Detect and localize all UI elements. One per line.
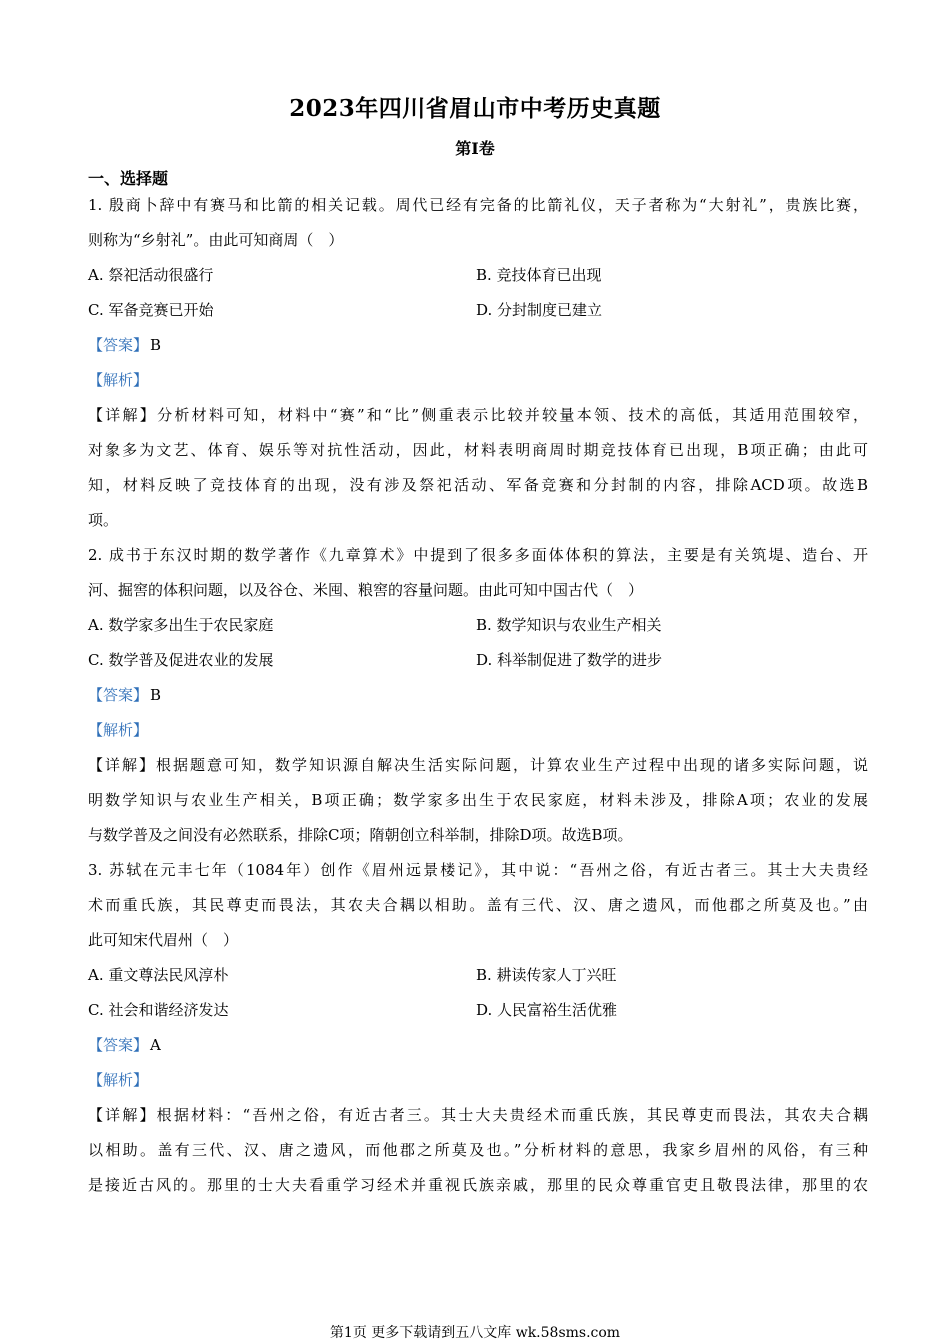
analysis-tag: 【解析】 [88, 371, 149, 389]
answer-value: A [150, 1036, 161, 1054]
question-3-detail-line-3: 是接近古风的。那里的士大夫看重学习经术并重视氏族亲戚，那里的民众尊重官吏且敬畏法律，那里的农 [88, 1176, 868, 1194]
detail-tag: 【详解】 [88, 756, 156, 774]
question-2-options-row-1 [88, 608, 868, 643]
detail-tag: 【详解】 [88, 1106, 157, 1124]
question-1-options-row-1 [88, 258, 868, 293]
question-1-detail-line-2: 对象多为文艺、体育、娱乐等对抗性活动，因此，材料表明商周时期竞技体育已出现，B项正确；由此可 [88, 441, 868, 459]
question-1-answer [88, 328, 868, 363]
analysis-tag: 【解析】 [88, 1071, 149, 1089]
question-1-option-a: A. 祭祀活动很盛行 [88, 266, 214, 284]
question-1-option-c: C. 军备竞赛已开始 [88, 301, 214, 319]
page-title: 2023年四川省眉山市中考历史真题 [289, 95, 661, 122]
question-3-analysis [88, 1063, 868, 1098]
question-3-line-1: 3. 苏轼在元丰七年（1084年）创作《眉州远景楼记》，其中说：“吾州之俗，有近古者三。其士大夫贵经 [88, 861, 868, 879]
question-3-detail-line-1 [88, 1098, 868, 1133]
question-2-option-a: A. 数学家多出生于农民家庭 [88, 616, 274, 634]
question-3-line-3: 此可知宋代眉州（ ） [88, 931, 239, 949]
question-1-analysis [88, 363, 868, 398]
answer-value: B [150, 336, 162, 354]
question-1-detail-line-3: 知，材料反映了竞技体育的出现，没有涉及祭祀活动、军备竞赛和分封制的内容，排除ACD项。故选B [88, 476, 868, 494]
questions-body [88, 188, 868, 1203]
section-heading: 一、选择题 [88, 169, 169, 188]
question-2-options-row-2 [88, 643, 868, 678]
page-footer: 第1页 更多下载请到五八文库 wk.58sms.com [329, 1325, 621, 1341]
question-1-line-2: 则称为“乡射礼”。由此可知商周（ ） [88, 231, 344, 249]
answer-value: B [150, 686, 162, 704]
question-3-option-c: C. 社会和谐经济发达 [88, 1001, 229, 1019]
question-1-detail-line-4: 项。 [88, 511, 119, 529]
question-2-option-c: C. 数学普及促进农业的发展 [88, 651, 274, 669]
question-2-detail-line-1 [88, 748, 868, 783]
question-2-analysis [88, 713, 868, 748]
question-2-answer [88, 678, 868, 713]
answer-tag: 【答案】 [88, 686, 149, 704]
question-2-line-2: 河、掘窖的体积问题，以及谷仓、米囤、粮窖的容量问题。由此可知中国古代（ ） [88, 581, 644, 599]
answer-tag: 【答案】 [88, 336, 149, 354]
detail-tag: 【详解】 [88, 406, 158, 424]
question-3-options-row-2 [88, 993, 868, 1028]
analysis-tag: 【解析】 [88, 721, 149, 739]
question-3-line-2: 术而重氏族，其民尊吏而畏法，其农夫合耦以相助。盖有三代、汉、唐之遗风，而他郡之所莫及也。”由 [88, 896, 868, 914]
answer-tag: 【答案】 [88, 1036, 149, 1054]
question-2-option-b: B. 数学知识与农业生产相关 [476, 616, 662, 634]
question-2-detail-line-3: 与数学普及之间没有必然联系，排除C项；隋朝创立科举制，排除D项。故选B项。 [88, 826, 633, 844]
question-1-line-1: 1. 殷商卜辞中有赛马和比箭的相关记载。周代已经有完备的比箭礼仪，天子者称为“大射礼”，贵族比赛， [88, 196, 868, 214]
question-3-option-a: A. 重文尊法民风淳朴 [88, 966, 229, 984]
volume-heading: 第I卷 [455, 139, 495, 158]
question-3-answer [88, 1028, 868, 1063]
detail-text: 根据题意可知，数学知识源自解决生活实际问题，计算农业生产过程中出现的诸多实际问题，说 [156, 756, 868, 774]
question-1-detail-line-1 [88, 398, 868, 433]
question-3-option-d: D. 人民富裕生活优雅 [476, 1001, 618, 1019]
question-2-line-1: 2. 成书于东汉时期的数学著作《九章算术》中提到了很多多面体体积的算法，主要是有关筑堤、造台、开 [88, 546, 868, 564]
question-2-detail-line-2: 明数学知识与农业生产相关，B项正确；数学家多出生于农民家庭，材料未涉及，排除A项；农业的发展 [88, 791, 868, 809]
question-2-option-d: D. 科举制促进了数学的进步 [476, 651, 663, 669]
question-3-detail-line-2: 以相助。盖有三代、汉、唐之遗风，而他郡之所莫及也。”分析材料的意思，我家乡眉州的风俗，有三种 [88, 1141, 868, 1159]
question-1-option-b: B. 竞技体育已出现 [476, 266, 602, 284]
question-3-options-row-1 [88, 958, 868, 993]
detail-text: 根据材料：“吾州之俗，有近古者三。其士大夫贵经术而重氏族，其民尊吏而畏法，其农夫合耦 [156, 1106, 868, 1124]
question-1-options-row-2 [88, 293, 868, 328]
detail-text: 分析材料可知，材料中“赛”和“比”侧重表示比较并较量本领、技术的高低，其适用范围较窄， [157, 406, 868, 424]
question-1-option-d: D. 分封制度已建立 [476, 301, 603, 319]
question-3-option-b: B. 耕读传家人丁兴旺 [476, 966, 617, 984]
